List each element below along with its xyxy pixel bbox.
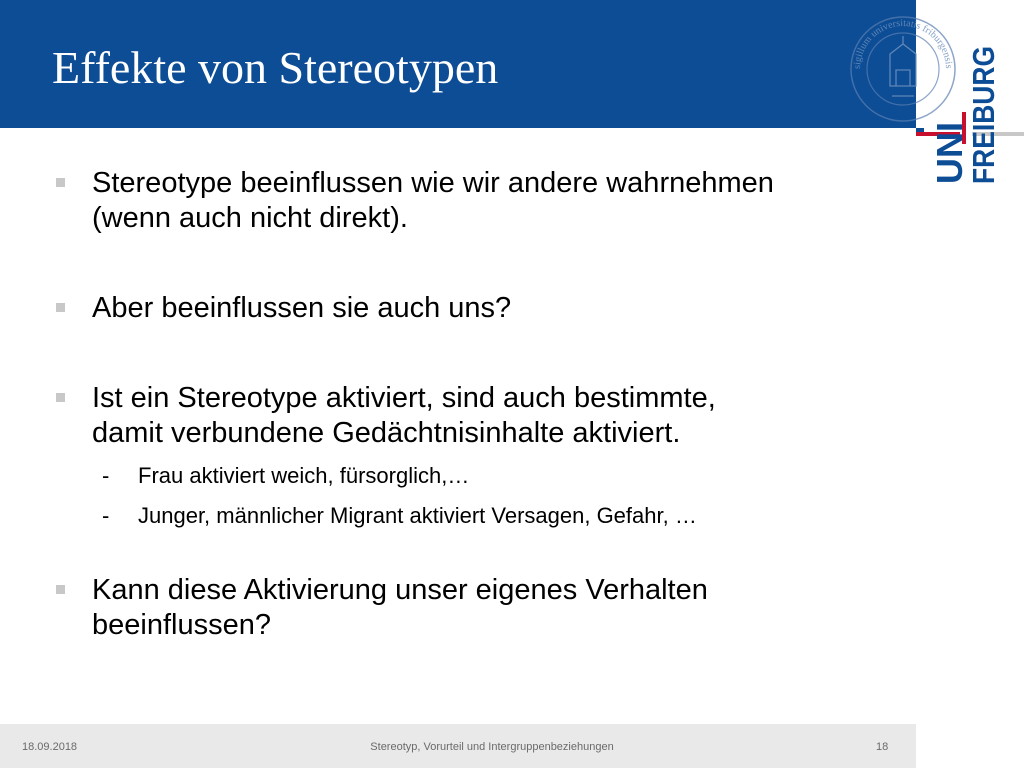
bullet-text: Kann diese Aktivierung unser eigenes Verhalten: [92, 574, 708, 606]
bullet-text: Aber beeinflussen sie auch uns?: [92, 292, 512, 324]
dash-marker: -: [102, 503, 110, 528]
square-bullet-icon: [56, 178, 65, 187]
square-bullet-icon: [56, 585, 65, 594]
slide-content: [52, 166, 902, 643]
square-bullet-icon: [56, 393, 65, 402]
bullet-text: Stereotype beeinflussen wie wir andere wahrnehmen: [92, 167, 774, 199]
sub-bullet-text: Junger, männlicher Migrant aktiviert Versagen, Gefahr, …: [138, 503, 697, 528]
uni-freiburg-logo: [916, 0, 1024, 200]
logo-line-freiburg: FREIBURG: [966, 22, 1001, 184]
bullet-text: damit verbundene Gedächtnisinhalte aktiviert.: [92, 417, 681, 449]
sub-bullet-text: Frau aktiviert weich, fürsorglich,…: [138, 463, 470, 488]
footer-title: Stereotyp, Vorurteil und Intergruppenbeziehungen: [370, 741, 614, 753]
page-number: 18: [876, 741, 889, 753]
title-bar: [0, 0, 916, 128]
bullet-text: (wenn auch nicht direkt).: [92, 202, 408, 234]
bullet-item: [52, 573, 902, 643]
bullet-item: [52, 166, 902, 236]
slide-title: Effekte von Stereotypen: [52, 42, 499, 93]
logo-line-uni: UNI: [929, 122, 970, 184]
sub-bullet-item: [52, 502, 902, 530]
sub-bullet-item: [52, 462, 902, 490]
footer: [0, 724, 916, 768]
bullet-text: beeinflussen?: [92, 609, 271, 641]
bullet-text: Ist ein Stereotype aktiviert, sind auch bestimmte,: [92, 382, 716, 414]
bullet-item: [52, 291, 902, 326]
seal-text: sigillum universitatis friburgensis: [851, 17, 955, 70]
bullet-item: [52, 381, 902, 451]
dash-marker: -: [102, 463, 110, 488]
square-bullet-icon: [56, 303, 65, 312]
footer-date: 18.09.2018: [22, 741, 78, 753]
